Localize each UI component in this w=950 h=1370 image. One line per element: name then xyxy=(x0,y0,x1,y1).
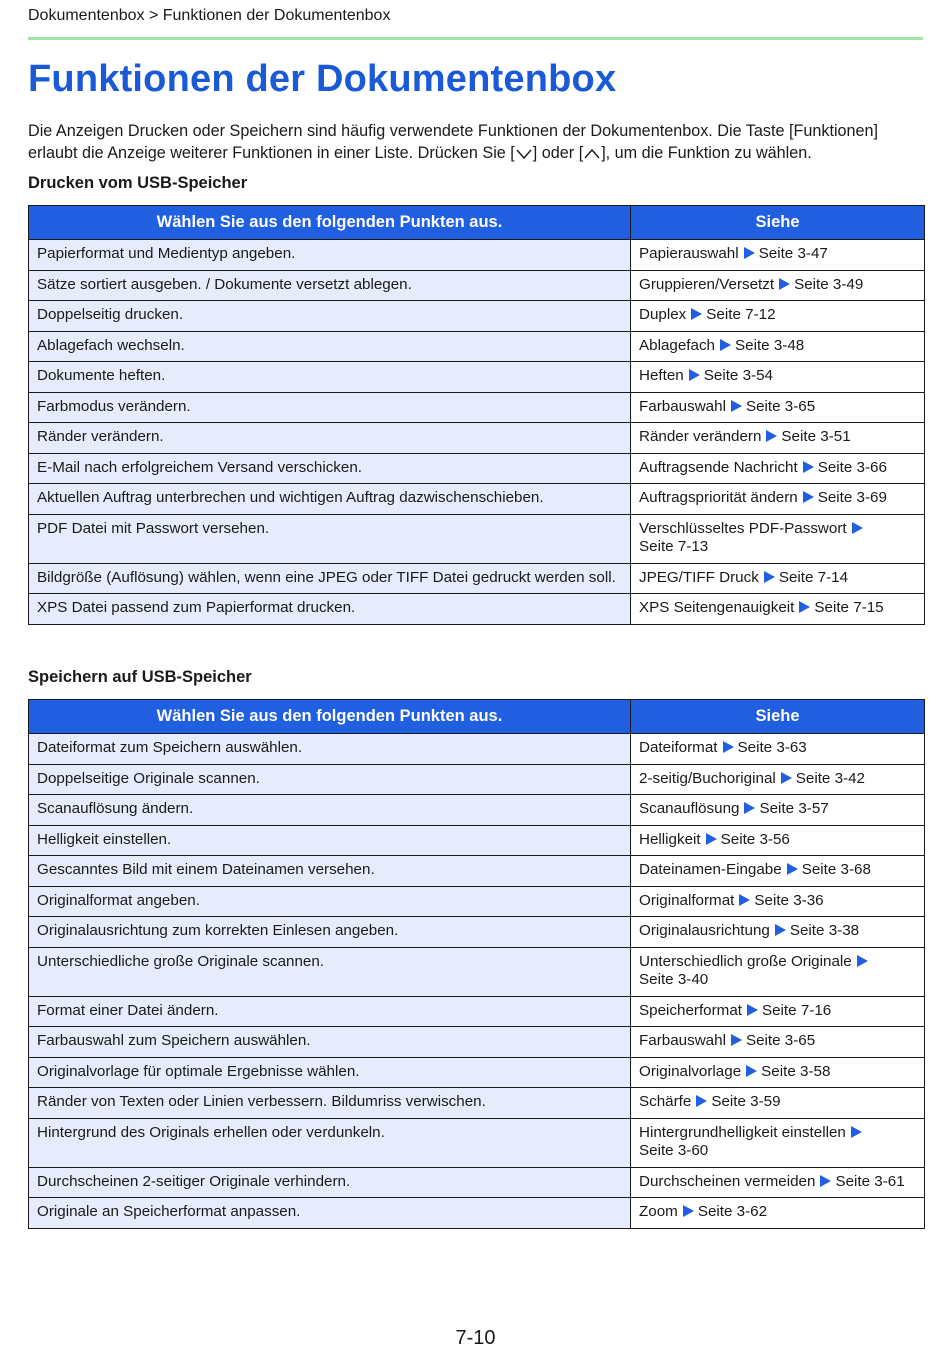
column-header-options: Wählen Sie aus den folgenden Punkten aus. xyxy=(29,206,631,240)
page-reference-link[interactable]: Seite 3-59 xyxy=(711,1093,781,1110)
arrow-right-icon xyxy=(803,491,814,503)
option-description: PDF Datei mit Passwort versehen. xyxy=(29,514,631,563)
reference-cell xyxy=(631,362,925,393)
arrow-right-icon xyxy=(820,1175,831,1187)
reference-cell xyxy=(631,1118,925,1167)
option-description: Ablagefach wechseln. xyxy=(29,331,631,362)
arrow-right-icon xyxy=(857,955,868,967)
table-row xyxy=(29,734,925,765)
option-description: Scanauflösung ändern. xyxy=(29,795,631,826)
arrow-right-icon xyxy=(747,1004,758,1016)
reference-cell xyxy=(631,856,925,887)
reference-label: Ablagefach xyxy=(639,336,715,354)
table-row xyxy=(29,301,925,332)
arrow-right-icon xyxy=(852,522,863,534)
option-description: Helligkeit einstellen. xyxy=(29,825,631,856)
reference-label: Verschlüsseltes PDF-Passwort xyxy=(639,519,847,537)
reference-label: Heften xyxy=(639,367,684,384)
page-reference-link[interactable]: Seite 3-42 xyxy=(795,769,865,787)
page-reference-link[interactable]: Seite 3-56 xyxy=(720,830,790,848)
section-heading-save: Speichern auf USB-Speicher xyxy=(28,668,252,686)
table-row xyxy=(29,240,925,271)
reference-label: Dateiformat xyxy=(639,739,718,756)
reference-cell xyxy=(631,764,925,795)
page-reference-link[interactable]: Seite 3-57 xyxy=(759,800,829,817)
option-description: Aktuellen Auftrag unterbrechen und wichtigen Auftrag dazwischenschieben. xyxy=(29,484,631,515)
option-description: Ränder verändern. xyxy=(29,423,631,454)
option-description: Dokumente heften. xyxy=(29,362,631,393)
arrow-right-icon xyxy=(723,741,734,753)
page-reference-link[interactable]: Seite 3-69 xyxy=(817,489,887,506)
option-description: E-Mail nach erfolgreichem Versand verschicken. xyxy=(29,453,631,484)
table-row xyxy=(29,947,925,996)
page-reference-link[interactable]: Seite 7-16 xyxy=(761,1001,832,1019)
page-reference-link[interactable]: Seite 7-15 xyxy=(814,599,884,616)
reference-cell xyxy=(631,825,925,856)
option-description: Doppelseitige Originale scannen. xyxy=(29,764,631,795)
reference-label: XPS Seitengenauigkeit xyxy=(639,599,795,616)
column-header-see: Siehe xyxy=(631,700,925,734)
arrow-right-icon xyxy=(696,1095,707,1107)
reference-cell xyxy=(631,594,925,625)
arrow-right-icon xyxy=(781,772,792,784)
arrow-right-icon xyxy=(799,601,810,613)
arrow-right-icon xyxy=(731,400,742,412)
table-header-row xyxy=(29,700,925,734)
option-description: XPS Datei passend zum Papierformat drucken. xyxy=(29,594,631,625)
arrow-right-icon xyxy=(775,924,786,936)
page-reference-link[interactable]: Seite 3-38 xyxy=(789,922,860,939)
option-description: Originale an Speicherformat anpassen. xyxy=(29,1198,631,1229)
reference-label: Speicherformat xyxy=(639,1001,742,1019)
table-row xyxy=(29,917,925,948)
reference-cell xyxy=(631,917,925,948)
table-row xyxy=(29,996,925,1027)
option-description: Originalformat angeben. xyxy=(29,886,631,917)
reference-cell xyxy=(631,1088,925,1119)
arrow-right-icon xyxy=(689,369,700,381)
table-row xyxy=(29,1167,925,1198)
reference-cell xyxy=(631,392,925,423)
page-reference-link[interactable]: Seite 3-49 xyxy=(794,275,864,293)
table-row xyxy=(29,331,925,362)
arrow-right-icon xyxy=(851,1126,862,1138)
page-reference-link[interactable]: Seite 7-13 xyxy=(639,538,709,555)
arrow-right-icon xyxy=(779,278,790,290)
reference-label: Originalausrichtung xyxy=(639,922,770,939)
table-row xyxy=(29,362,925,393)
intro-text-3: ], um die Funktion zu wählen. xyxy=(601,144,812,162)
reference-cell xyxy=(631,514,925,563)
table-row xyxy=(29,594,925,625)
table-row xyxy=(29,825,925,856)
option-description: Originalausrichtung zum korrekten Einlesen angeben. xyxy=(29,917,631,948)
reference-cell xyxy=(631,1027,925,1058)
table-row xyxy=(29,514,925,563)
arrow-right-icon xyxy=(691,308,702,320)
print-options-table xyxy=(28,205,925,625)
option-description: Papierformat und Medientyp angeben. xyxy=(29,240,631,271)
reference-cell xyxy=(631,1057,925,1088)
reference-label: Dateinamen-Eingabe xyxy=(639,861,782,878)
reference-cell xyxy=(631,484,925,515)
breadcrumb: Dokumentenbox > Funktionen der Dokumentenbox xyxy=(28,7,391,24)
reference-cell xyxy=(631,563,925,594)
table-row xyxy=(29,270,925,301)
option-description: Doppelseitig drucken. xyxy=(29,301,631,332)
page-reference-link[interactable]: Seite 7-12 xyxy=(706,306,776,323)
page-reference-link[interactable]: Seite 3-65 xyxy=(745,1032,816,1049)
option-description: Durchscheinen 2-seitiger Originale verhindern. xyxy=(29,1167,631,1198)
table-header-row xyxy=(29,206,925,240)
reference-label: Originalformat xyxy=(639,891,735,909)
table-row xyxy=(29,1088,925,1119)
table-row xyxy=(29,1027,925,1058)
table-row xyxy=(29,764,925,795)
table-row xyxy=(29,1057,925,1088)
reference-label: Ränder verändern xyxy=(639,428,762,445)
option-description: Dateiformat zum Speichern auswählen. xyxy=(29,734,631,765)
header-divider xyxy=(28,37,923,40)
arrow-right-icon xyxy=(683,1205,694,1217)
page-reference-link[interactable]: Seite 3-68 xyxy=(801,861,871,878)
arrow-right-icon xyxy=(706,833,717,845)
table-row xyxy=(29,856,925,887)
page-reference-link[interactable]: Seite 3-47 xyxy=(758,245,828,262)
intro-text-1: Die Anzeigen Drucken oder Speichern sind häufig verwendete Funktionen der Dokumentenbox. Die Taste [Funktionen] erlaubt die Anzeige weiterer Funktionen in einer Liste. Drücken Sie [ xyxy=(28,122,879,162)
page-reference-link[interactable]: Seite 3-61 xyxy=(835,1172,905,1190)
page-reference-link[interactable]: Seite 3-63 xyxy=(737,739,807,756)
page-reference-link[interactable]: Seite 3-58 xyxy=(761,1062,831,1080)
option-description: Bildgröße (Auflösung) wählen, wenn eine JPEG oder TIFF Datei gedruckt werden soll. xyxy=(29,563,631,594)
reference-label: Originalvorlage xyxy=(639,1062,742,1080)
reference-cell xyxy=(631,240,925,271)
table-row xyxy=(29,453,925,484)
reference-label: Durchscheinen vermeiden xyxy=(639,1172,816,1190)
reference-cell xyxy=(631,886,925,917)
table-row xyxy=(29,392,925,423)
page-reference-link[interactable]: Seite 3-62 xyxy=(697,1203,768,1220)
reference-label: Auftragspriorität ändern xyxy=(639,489,798,506)
reference-cell xyxy=(631,301,925,332)
table-row xyxy=(29,1198,925,1229)
reference-label: Scanauflösung xyxy=(639,800,740,817)
reference-label: Duplex xyxy=(639,306,687,323)
arrow-right-icon xyxy=(720,339,731,351)
reference-label: JPEG/TIFF Druck xyxy=(639,568,759,586)
option-description: Ränder von Texten oder Linien verbessern. Bildumriss verwischen. xyxy=(29,1088,631,1119)
arrow-right-icon xyxy=(787,863,798,875)
page-reference-link[interactable]: Seite 7-14 xyxy=(778,568,849,586)
intro-paragraph xyxy=(28,120,923,164)
reference-cell xyxy=(631,270,925,301)
reference-label: Auftragsende Nachricht xyxy=(639,458,798,476)
save-options-table xyxy=(28,699,925,1229)
reference-label: Gruppieren/Versetzt xyxy=(639,275,775,293)
option-description: Format einer Datei ändern. xyxy=(29,996,631,1027)
reference-label: Farbauswahl xyxy=(639,397,726,415)
reference-label: Schärfe xyxy=(639,1093,692,1110)
reference-cell xyxy=(631,423,925,454)
option-description: Sätze sortiert ausgeben. / Dokumente versetzt ablegen. xyxy=(29,270,631,301)
table-row xyxy=(29,563,925,594)
page-title: Funktionen der Dokumentenbox xyxy=(28,58,617,100)
page-reference-link[interactable]: Seite 3-54 xyxy=(703,367,773,384)
table-row xyxy=(29,886,925,917)
table-row xyxy=(29,1118,925,1167)
reference-label: 2-seitig/Buchoriginal xyxy=(639,769,776,787)
chevron-down-icon xyxy=(515,142,533,164)
page-number: 7-10 xyxy=(455,1327,496,1349)
arrow-right-icon xyxy=(739,894,750,906)
reference-cell xyxy=(631,331,925,362)
reference-cell xyxy=(631,453,925,484)
option-description: Hintergrund des Originals erhellen oder verdunkeln. xyxy=(29,1118,631,1167)
table-row xyxy=(29,795,925,826)
page-reference-link[interactable]: Seite 3-65 xyxy=(745,397,816,415)
page-reference-link[interactable]: Seite 3-48 xyxy=(735,336,805,354)
arrow-right-icon xyxy=(731,1034,742,1046)
reference-label: Helligkeit xyxy=(639,830,701,848)
intro-text-2: ] oder [ xyxy=(532,144,584,162)
reference-label: Zoom xyxy=(639,1203,678,1220)
reference-cell xyxy=(631,734,925,765)
reference-cell xyxy=(631,947,925,996)
option-description: Gescanntes Bild mit einem Dateinamen versehen. xyxy=(29,856,631,887)
reference-label: Hintergrundhelligkeit einstellen xyxy=(639,1123,846,1141)
reference-label: Unterschiedlich große Originale xyxy=(639,952,852,970)
page-reference-link[interactable]: Seite 3-60 xyxy=(639,1142,709,1159)
column-header-options: Wählen Sie aus den folgenden Punkten aus. xyxy=(29,700,631,734)
reference-cell xyxy=(631,1167,925,1198)
arrow-right-icon xyxy=(803,461,814,473)
table-row xyxy=(29,423,925,454)
column-header-see: Siehe xyxy=(631,206,925,240)
reference-label: Papierauswahl xyxy=(639,245,739,262)
arrow-right-icon xyxy=(766,430,777,442)
page-reference-link[interactable]: Seite 3-36 xyxy=(754,891,824,909)
page-reference-link[interactable]: Seite 3-66 xyxy=(817,458,887,476)
reference-cell xyxy=(631,996,925,1027)
option-description: Farbauswahl zum Speichern auswählen. xyxy=(29,1027,631,1058)
page-reference-link[interactable]: Seite 3-51 xyxy=(781,428,851,445)
reference-cell xyxy=(631,1198,925,1229)
arrow-right-icon xyxy=(764,571,775,583)
option-description: Originalvorlage für optimale Ergebnisse wählen. xyxy=(29,1057,631,1088)
table-row xyxy=(29,484,925,515)
option-description: Unterschiedliche große Originale scannen. xyxy=(29,947,631,996)
option-description: Farbmodus verändern. xyxy=(29,392,631,423)
reference-label: Farbauswahl xyxy=(639,1032,726,1049)
chevron-up-icon xyxy=(583,142,601,164)
arrow-right-icon xyxy=(746,1065,757,1077)
section-heading-print: Drucken vom USB-Speicher xyxy=(28,174,248,192)
arrow-right-icon xyxy=(744,247,755,259)
reference-cell xyxy=(631,795,925,826)
arrow-right-icon xyxy=(744,802,755,814)
page-reference-link[interactable]: Seite 3-40 xyxy=(639,971,709,988)
